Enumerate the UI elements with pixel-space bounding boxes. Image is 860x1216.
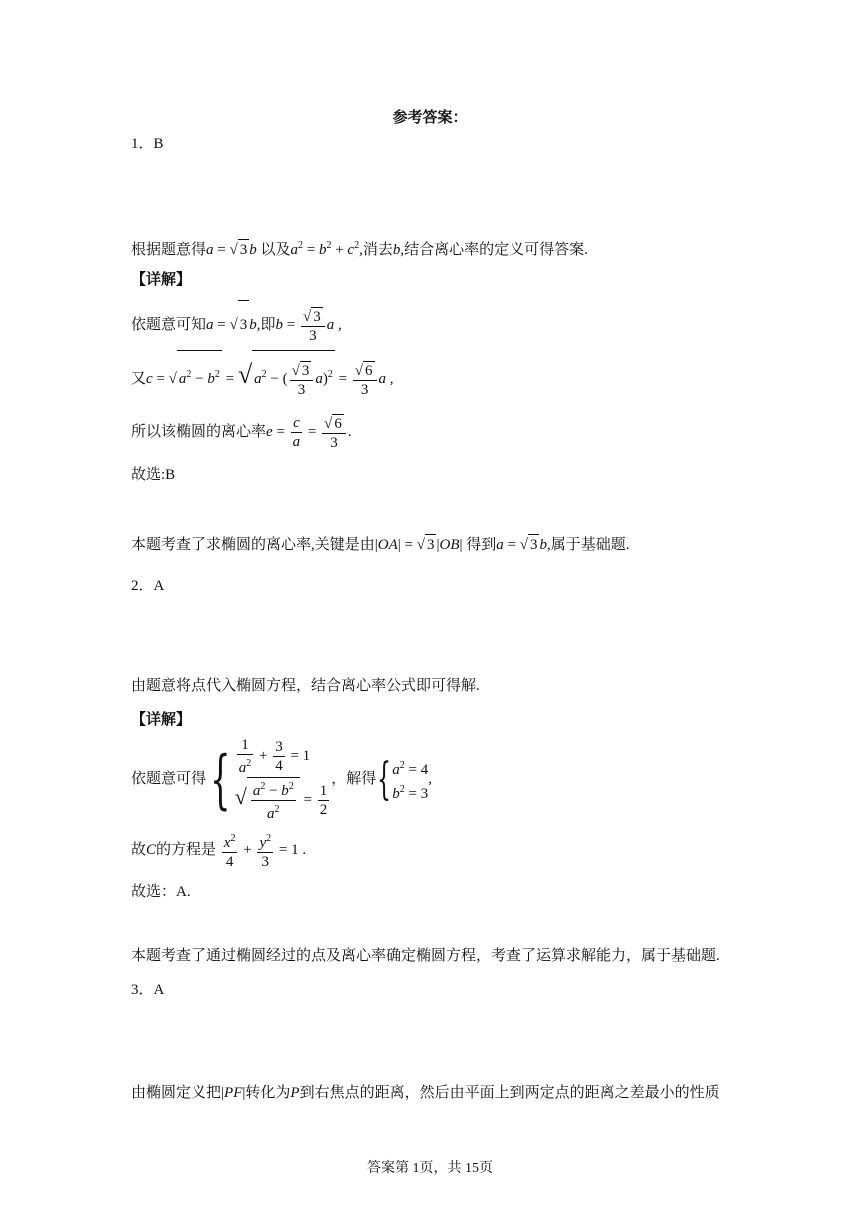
q1-comment: 本题考查了求椭圆的离心率,关键是由|OA| = √ 3 |OB| 得到a = √ 3 b,属于基础题. bbox=[131, 534, 630, 555]
q2-line1: 依题意可得{ $\frac{1}{a^2}$ + $\frac{3}{4}$ = 1 √ $\frac{a^2 - b^2}{a^2}$ = $\frac{1}{2}$ ，解得{ $a^2 = 4$ $b^2 = 3$ , bbox=[131, 737, 432, 823]
q1-line3: 所以该椭圆的离心率e = $\frac{c}{a}$ = $\frac{√ 6}{3}$ . bbox=[131, 415, 352, 451]
q2-analysis: 由题意将点代入椭圆方程，结合离心率公式即可得解. bbox=[131, 678, 480, 694]
q1-analysis: 根据题意得a = √ 3 b 以及$a^2 = b^2 + c^2$,消去b,结合离心率的定义可得答案. bbox=[131, 240, 588, 258]
q2-detail-heading: 【详解】 bbox=[131, 712, 192, 728]
q2-line2: 故C的方程是 $\frac{x^2}{4}$ + $\frac{y^2}{3}$ = 1 . bbox=[131, 826, 306, 874]
q2-answer: 2．A bbox=[131, 578, 165, 594]
q3-analysis: 由椭圆定义把|PF|转化为P到右焦点的距离，然后由平面上到两定点的距离之差最小的性质 bbox=[131, 1085, 720, 1101]
q2-choice: 故选：A. bbox=[131, 884, 191, 900]
q1-line2: 又c = √ $a^2 - b^2$ = √ $a^2$ − ( $\frac{√ 3}{3}$ a)$^2$ = $\frac{√ 6}{3}$ a , bbox=[131, 350, 394, 398]
q1-answer: 1．B bbox=[131, 136, 164, 152]
page-footer: 答案第 1页，共 15页 bbox=[367, 1161, 493, 1176]
q1-detail-heading: 【详解】 bbox=[131, 272, 192, 288]
page-title: 参考答案： bbox=[392, 110, 468, 126]
q2-comment: 本题考查了通过椭圆经过的点及离心率确定椭圆方程，考查了运算求解能力，属于基础题. bbox=[131, 948, 720, 964]
q1-line1: 依题意可知a = √ 3 b,即b = $\frac{√ 3}{3}$ a , bbox=[131, 300, 342, 348]
q3-answer: 3．A bbox=[131, 982, 165, 998]
q1-choice: 故选:B bbox=[131, 467, 176, 483]
